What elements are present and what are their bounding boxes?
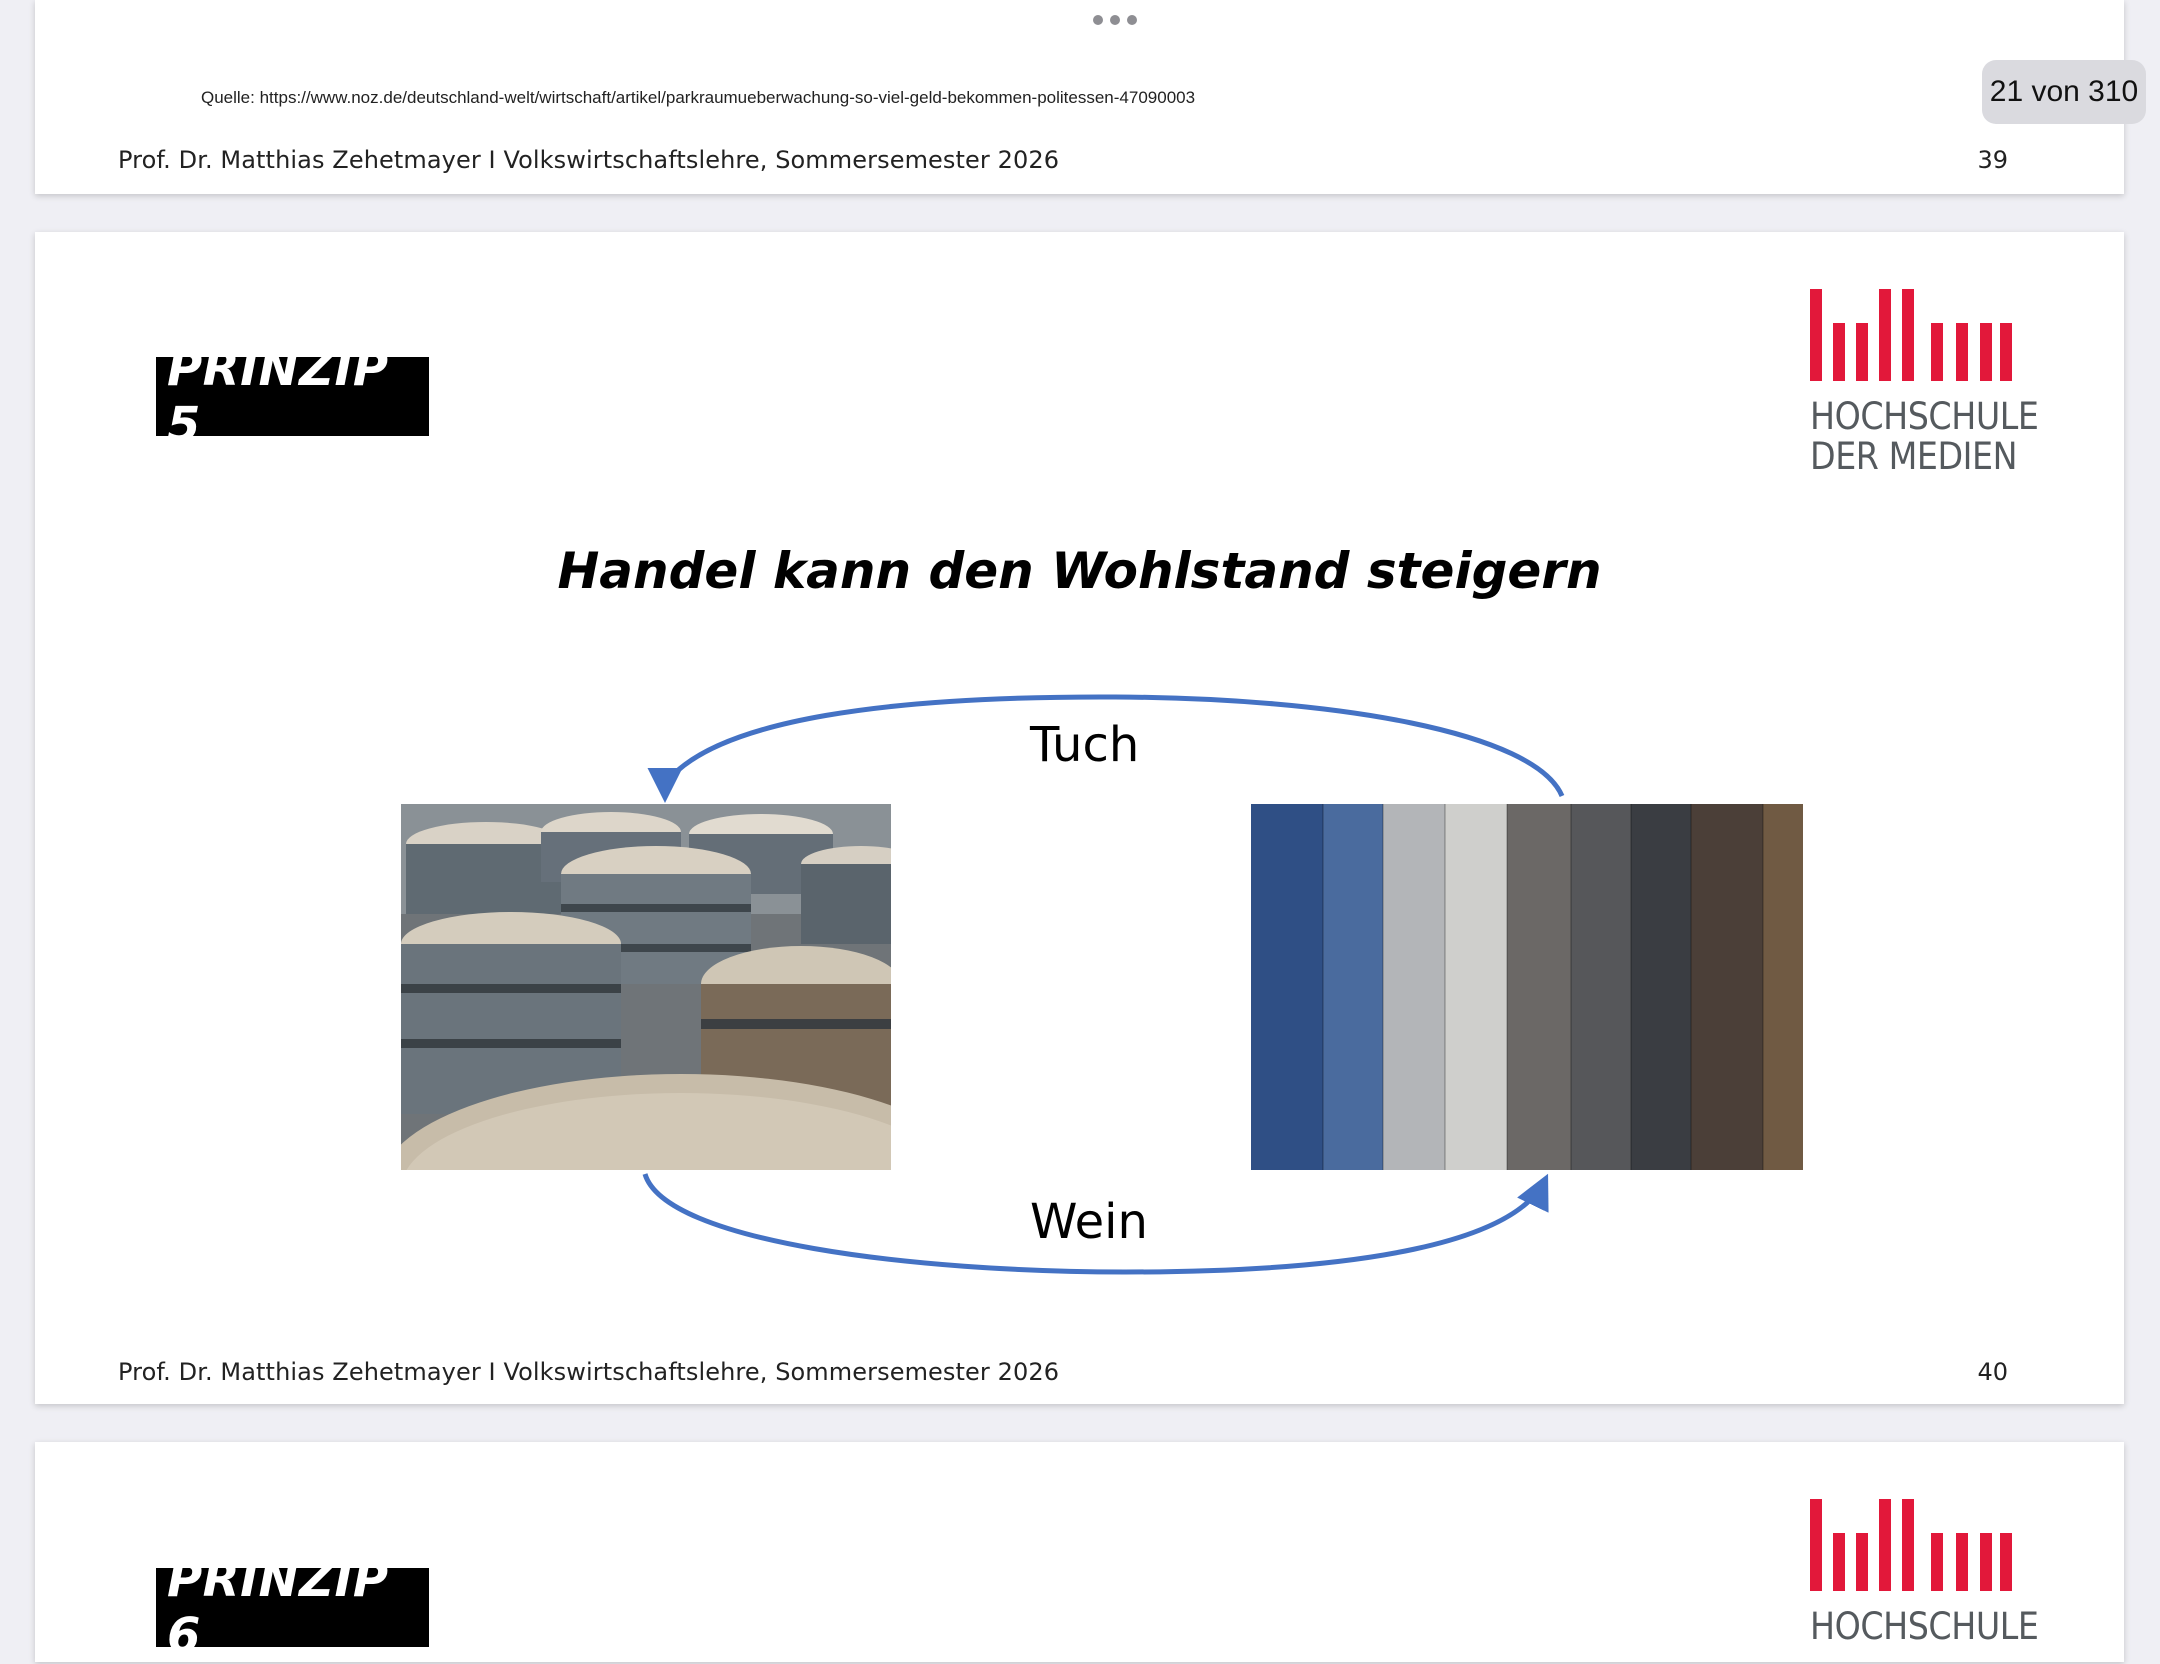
logo-line-2: DER MEDIEN: [1810, 435, 2018, 478]
slide-page-number: 39: [1977, 146, 2008, 174]
source-citation: Quelle: https://www.noz.de/deutschland-welt/wirtschaft/artikel/parkraumueberwachung-so-viel-geld-bekommen-politessen-47090003: [201, 88, 1196, 107]
cloth-samples-image: [1251, 804, 1803, 1170]
principle-badge: PRINZIP 5: [156, 357, 429, 436]
slide-title: Handel kann den Wohlstand steigern: [557, 542, 1602, 600]
slide-footer: Prof. Dr. Matthias Zehetmayer I Volkswirtschaftslehre, Sommersemester 2026: [118, 146, 1060, 174]
hdm-logo: [1810, 1499, 2039, 1648]
logo-line-1: HOCHSCHULE: [1810, 1605, 2039, 1648]
slide-page-41: [35, 1442, 2124, 1662]
logo-bars-icon: [1810, 1499, 2012, 1591]
page-indicator: 21 von 310: [1982, 60, 2146, 124]
flow-label-wine: Wein: [1030, 1194, 1148, 1250]
flow-label-cloth: Tuch: [1030, 717, 1140, 773]
ellipsis-icon[interactable]: [1093, 14, 1137, 26]
slide-page-39: [35, 0, 2124, 194]
logo-line-1: HOCHSCHULE: [1810, 395, 2039, 438]
principle-badge: PRINZIP 6: [156, 1568, 429, 1647]
slide-page-number: 40: [1977, 1358, 2008, 1386]
wine-barrels-image: [401, 804, 891, 1170]
slide-footer: Prof. Dr. Matthias Zehetmayer I Volkswirtschaftslehre, Sommersemester 2026: [118, 1358, 1060, 1386]
slide-page-40: [35, 232, 2124, 1404]
